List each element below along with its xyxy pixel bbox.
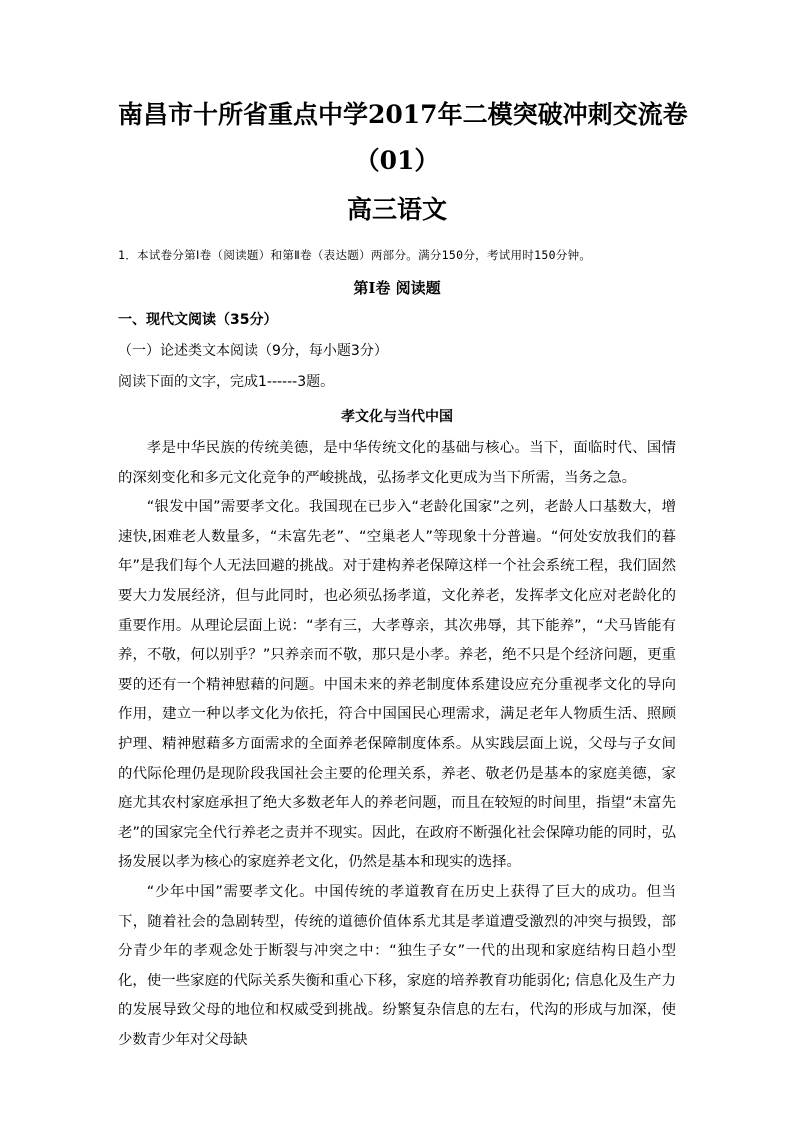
- article-body: [118, 434, 676, 1055]
- section-heading: 一、现代文阅读（35分）: [118, 312, 278, 328]
- exam-title: 南昌市十所省重点中学2017年二模突破冲刺交流卷: [118, 100, 688, 129]
- exam-title-number: （01）: [354, 146, 440, 175]
- article-title: 孝文化与当代中国: [341, 409, 453, 425]
- article-paragraph: “银发中国”需要孝文化。我国现在已步入“老龄化国家”之列，老龄人口基数大，增速快,困难老人数量多，“未富先老”、“空巢老人”等现象十分普遍。“何处安放我们的暮年”是我们每个人无法回避的挑战。对于建构养老保障这样一个社会系统工程，我们固然要大力发展经济，但与此同时，也必须弘扬孝道，文化养老，发挥孝文化应对老龄化的重要作用。从理论层面上说：“孝有三，大孝尊亲，其次弗辱，其下能养”，“犬马皆能有养，不敬，何以别乎？”只养亲而不敬，那只是小孝。养老，绝不只是个经济问题，更重要的还有一个精神慰藉的问题。中国未来的养老制度体系建设应充分重视孝文化的导向作用，建立一种以孝文化为依托，符合中国国民心理需求，满足老年人物质生活、照顾护理、精神慰藉多方面需求的全面养老保障制度体系。从实践层面上说，父母与子女间的代际伦理仍是现阶段我国社会主要的伦理关系，养老、敬老仍是基本的家庭美德，家庭尤其农村家庭承担了绝大多数老年人的养老问题，而且在较短的时间里，指望“未富先老”的国家完全代行养老之责并不现实。因此，在政府不断强化社会保障功能的同时，弘扬发展以孝为核心的家庭养老文化，仍然是基本和现实的选择。: [118, 499, 676, 871]
- part-one-title: 第Ⅰ卷 阅读题: [353, 279, 441, 297]
- subject-title: 高三语文: [346, 195, 447, 224]
- document-page: [118, 92, 688, 1055]
- article-paragraph: “少年中国”需要孝文化。中国传统的孝道教育在历史上获得了巨大的成功。但当下，随着社会的急剧转型，传统的道德价值体系尤其是孝道遭受激烈的冲突与损毁，部分青少年的孝观念处于断裂与冲突之中：“独生子女”一代的出现和家庭结构日趋小型化，使一些家庭的代际关系失衡和重心下移，家庭的培养教育功能弱化; 信息化及生产力的发展导致父母的地位和权威受到挑战。纷繁复杂信息的左右，代沟的形成与加深，使少数青少年对父母缺: [118, 883, 676, 1048]
- exam-notice: 1．本试卷分第Ⅰ卷（阅读题）和第Ⅱ卷（表达题）两部分。满分150分，考试用时150分钟。: [118, 248, 592, 262]
- sub-section-heading: （一）论述类文本阅读（9分，每小题3分）: [118, 343, 388, 359]
- reading-instruction: 阅读下面的文字，完成1------3题。: [118, 374, 335, 390]
- article-paragraph: 孝是中华民族的传统美德，是中华传统文化的基础与核心。当下，面临时代、国情的深刻变化和多元文化竞争的严峻挑战，弘扬孝文化更成为当下所需，当务之急。: [118, 440, 676, 486]
